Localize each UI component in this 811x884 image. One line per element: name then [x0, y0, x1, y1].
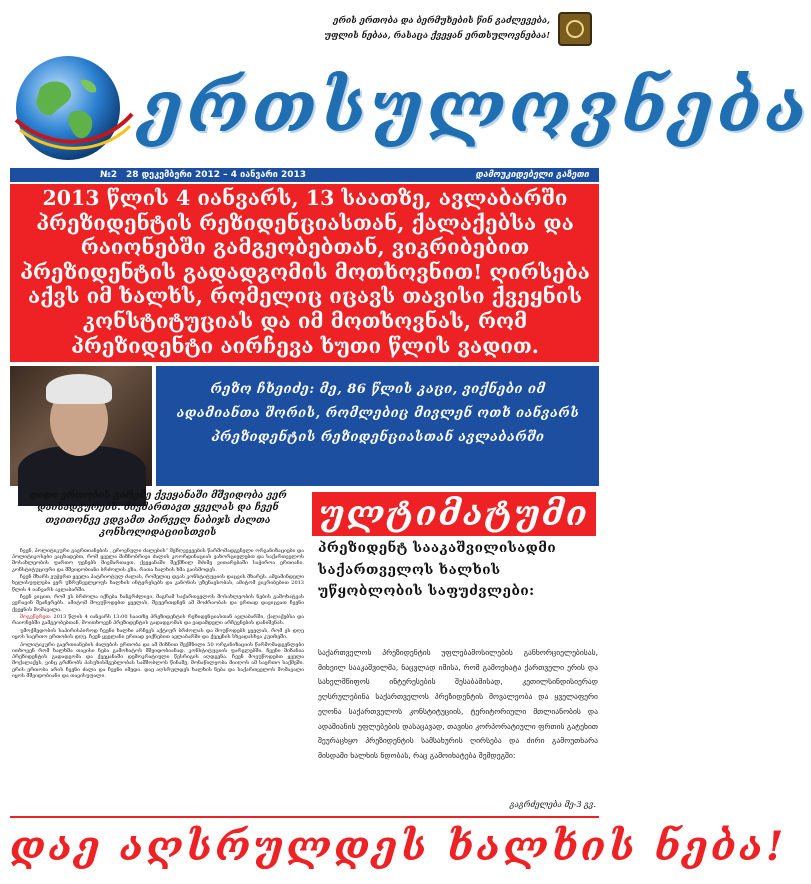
left-article-body: [12, 548, 304, 810]
portrait-hair: [46, 374, 112, 404]
slogan-divider: [10, 816, 599, 818]
left-article-headline: დიდი ერთობის გარეშე ქვეყანაში მშვიდობა ვერ დაისადგურებს. მივმართავთ ყველას და ჩვენ თვითონვე ვდგამთ პირველ ნაბიჯს ძალთა კონსოლიდაციისთვის: [29, 490, 287, 538]
quote-text: რეზო ჩხეიძე: მე, 86 წლის კაცი, ვიქნები იმ ადამიანთა შორის, რომლებიც მივლენ ოთხ იანვარს პრეზიდენტის რეზიდენციასთან ავლაბარში: [176, 382, 580, 445]
lead-text: 2013 წლის 4 იანვარს, 13 საათზე, ავლაბარში პრეზიდენტის რეზიდენციასთან, ქალაქებსა და რაიონებში გამგეობებთან, ვიკრიბებით პრეზიდენტის გადადგომის მოთხოვნით! ღირსება აქვს იმ ხალხს, რომელიც იცავს თავისი ქვეყნის კონსტიტუციას და იმ მოთხოვნას, რომ პრეზიდენტი აირჩევა ხუთი წლის ვადით.: [20, 186, 590, 358]
ultimatum-subtitle: პრეზიდენტ სააკაშვილისადმი საქართველოს ხალხის უწყობლობის საფუძვლები:: [318, 540, 557, 599]
lead-announcement: [10, 184, 599, 362]
issue-number: №2: [100, 170, 118, 180]
portrait-photo: [10, 366, 152, 486]
emblem-icon: [558, 12, 592, 46]
paper-type: დამოუკიდებელი გაზეთი: [475, 170, 589, 180]
issue-dates: 28 დეკემბერი 2012 – 4 იანვარი 2013: [126, 170, 307, 180]
left-paragraph: ჩვენ მხარს ვუჭერთ ყველა პატრიოტულ ძალას, რომელიც დგას კონსტიტუციის დაცვის მხარეს. ამჟამინდელი ხელისუფლება ვერ უზრუნველყოფს ხალხის ინტერესებს და კანონის უზენაესობას, ამიტომ ვიკრიბებით 2013 წლის 4 იანვარს ავლაბარში.: [12, 574, 304, 593]
globe-icon: [10, 50, 136, 165]
ultimatum-title: ულტიმატუმი: [312, 492, 596, 536]
footer-slogan: დაე აღსრულდეს ხალხის ნება!: [10, 823, 787, 870]
quote-box: [156, 366, 599, 486]
left-paragraph-text: 2013 წლის 4 იანვარს 13:00 საათზე პრეზიდენტის რეზიდენციასთან ავლაბარში, ქალაქებსა და რაიონებში გამგეობებთან, მოითხოვენ პრეზიდენტის გადადგომას და ვადამდელი არჩევნების დანიშვნას.: [12, 614, 304, 627]
motto-line-1: ერის ერთობა და ბერმუხების წინ გაძლევება,: [333, 16, 550, 26]
left-paragraph: [12, 614, 304, 626]
left-paragraph: ჩვენ, პოლიტიკური გაერთიანების ,,ეროვნული ძალების“ მეზღვევეების წარმომადგენელი ორგანიზაციები და პოლიტიკოსები ვაცხადებთ, რომ ყველა მიზნობრივი ძალის კოორდინაციას ვახორციელებთ და საქართველოს მოსახლეობის ფართო ფენებს მივმართავთ. ქვეყანაში შექმნილ მძიმე ვითარებაში საჭიროა ერთიანი, კონსტიტუციური და მშვიდობიანი ბრძოლის გზა, რათა ხალხის ხმა გაისმოდეს.: [12, 548, 304, 573]
header-motto: [300, 14, 550, 44]
left-paragraph: პოლიტიკური გაერთიანების ძალების ერთობა და ამ მიზნით შექმნილი 50 ორგანიზაციის წარმომადგენლები ითხოვენ რომ ხალხმა თავისი ნება გამოხატოს მშვიდობიანად, კონსტიტუციის ფარგლებში. ჩვენი მიზანია პრეზიდენტის გადადგომა და ქვეყანაში დემოკრატიული წესრიგის აღდგენა. ჩვენ მოვუწოდებთ ყველა მოქალაქეს, ვინც გრძნობს პასუხისმგებლობას სამშობლოს წინაშე, მონაწილეობა მიიღოს ამ საერთო საქმეში. ერის ერთობა არის ჩვენი ძალა და ჩვენი იმედი. დაე აღსრულდეს ხალხის ნება და საქართველოს მომავალი იყოს მშვიდობიანი და თავისუფალი.: [12, 641, 304, 679]
left-paragraph: ჩვენ ვიცით, რომ ეს ბრძოლა იქნება ხანგრძლივი, მაგრამ საქართველოს მოსახლეობის ნების გამოხატვას ვერავინ შეაჩერებს. ამიტომ მოვუწოდებთ ყველას, შეუერთდნენ ამ მოძრაობას და ერთად დავიცვათ ჩვენი ქვეყნის მომავალი.: [12, 594, 304, 613]
masthead-title: ერთსულოვნება: [140, 65, 811, 148]
motto-line-2: უფლის ნებაა, რასაცა ქვეყან ერთსულოვნებაა!: [324, 31, 550, 41]
left-paragraph: უმოქმედობის საპირისპიროდ ჩვენი ხალხი არჩევს აქტიურ ბრძოლას და მოუწოდებს ყველას, რომ ეს დღე იყოს საერთო ერთობის დღე. ჩვენ ყველანი ერთად ვიქნებით ავლაბარში და ქვეყნის სხვადასხვა კუთხეში.: [12, 628, 304, 641]
continued-note: გაგრძელება მე-3 გვ.: [509, 800, 596, 809]
left-paragraph-prefix: მოგვწერეთ:: [20, 614, 52, 621]
date-bar: [10, 168, 599, 182]
ultimatum-body: საქართველოს პრეზიდენტის უფლებამოსილების განხორციელებისას, მიხეილ სააკაშვილმა, ნაცვლად იმისა, რომ გამოეხატა ქართველი ერის და სახელმწიფოს ინტერესების შესაბამისად, კეთილსინდისიერად ეღსრულებინა საქართველოს პრეზიდენტის მოვალეობა და ყველაფერი ეღონა საქართველოს კონსტიტუციის, ტერიტორიული მთლიანობის და ადამიანის უფლებების დასაცავად, თავისი კორპორატიული ფრთის გატეხით შეურაცხყო პრეზიდენტის სამსახურის ღირსება და ძირი გამოუთხარა მისდამი ხალხის ნდობას, რაც გამოიხატება შემდეგში:: [318, 648, 598, 760]
